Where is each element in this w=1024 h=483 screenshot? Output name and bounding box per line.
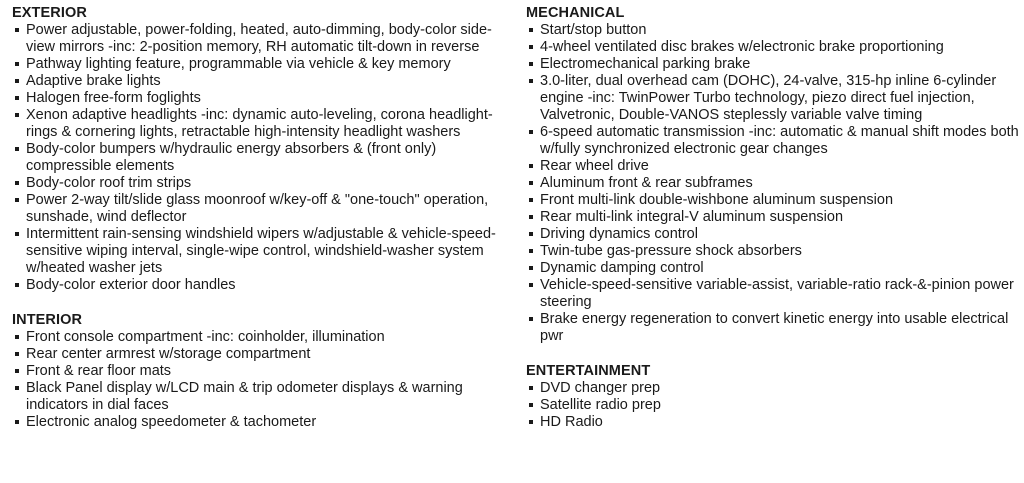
bullet-icon bbox=[529, 198, 533, 202]
bullet-icon bbox=[15, 28, 19, 32]
list-item-text: Dynamic damping control bbox=[540, 260, 704, 276]
list-item bbox=[526, 226, 1024, 243]
feature-list bbox=[12, 22, 512, 294]
bullet-icon bbox=[529, 79, 533, 83]
section-mechanical bbox=[526, 5, 1024, 345]
list-item bbox=[526, 414, 1024, 431]
bullet-icon bbox=[529, 249, 533, 253]
list-item-text: Halogen free-form foglights bbox=[26, 90, 201, 106]
list-item bbox=[526, 243, 1024, 260]
list-item bbox=[12, 22, 512, 56]
bullet-icon bbox=[15, 420, 19, 424]
list-item bbox=[526, 260, 1024, 277]
list-item bbox=[12, 363, 512, 380]
list-item-text: Intermittent rain-sensing windshield wipers w/adjustable & vehicle-speed-sensitive wiping interval, single-wipe control, windshield-washer system w/heated washer jets bbox=[26, 226, 496, 276]
list-item-text: Body-color exterior door handles bbox=[26, 277, 236, 293]
bullet-icon bbox=[15, 96, 19, 100]
list-item-text: Rear wheel drive bbox=[540, 158, 649, 174]
bullet-icon bbox=[529, 215, 533, 219]
list-item bbox=[526, 124, 1024, 158]
list-item-text: Pathway lighting feature, programmable via vehicle & key memory bbox=[26, 56, 451, 72]
list-item-text: Electromechanical parking brake bbox=[540, 56, 751, 72]
bullet-icon bbox=[529, 283, 533, 287]
list-item bbox=[526, 380, 1024, 397]
list-item bbox=[12, 90, 512, 107]
section-exterior bbox=[12, 5, 512, 294]
bullet-icon bbox=[15, 283, 19, 287]
left-column bbox=[12, 5, 512, 431]
list-item bbox=[12, 56, 512, 73]
list-item bbox=[12, 226, 512, 277]
bullet-icon bbox=[15, 147, 19, 151]
list-item bbox=[12, 107, 512, 141]
list-item-text: Front console compartment -inc: coinholder, illumination bbox=[26, 329, 385, 345]
list-item bbox=[12, 175, 512, 192]
section-heading: INTERIOR bbox=[12, 312, 83, 328]
list-item bbox=[526, 311, 1024, 345]
list-item bbox=[526, 192, 1024, 209]
bullet-icon bbox=[15, 369, 19, 373]
list-item-text: Rear center armrest w/storage compartment bbox=[26, 346, 311, 362]
list-item-text: Start/stop button bbox=[540, 22, 647, 38]
list-item bbox=[12, 73, 512, 90]
feature-list bbox=[12, 329, 512, 431]
bullet-icon bbox=[529, 386, 533, 390]
section-heading: MECHANICAL bbox=[526, 5, 625, 21]
bullet-icon bbox=[15, 232, 19, 236]
list-item-text: Rear multi-link integral-V aluminum suspension bbox=[540, 209, 844, 225]
bullet-icon bbox=[529, 403, 533, 407]
list-item-text: 4-wheel ventilated disc brakes w/electronic brake proportioning bbox=[540, 39, 944, 55]
list-item-text: DVD changer prep bbox=[540, 380, 661, 396]
section-interior bbox=[12, 312, 512, 431]
list-item-text: Power 2-way tilt/slide glass moonroof w/key-off & "one-touch" operation, sunshade, wind deflector bbox=[26, 192, 489, 225]
bullet-icon bbox=[529, 317, 533, 321]
list-item bbox=[526, 209, 1024, 226]
bullet-icon bbox=[15, 386, 19, 390]
list-item-text: Body-color bumpers w/hydraulic energy absorbers & (front only) compressible elements bbox=[26, 141, 437, 174]
list-item bbox=[526, 158, 1024, 175]
list-item bbox=[12, 380, 512, 414]
bullet-icon bbox=[529, 232, 533, 236]
list-item-text: Electronic analog speedometer & tachometer bbox=[26, 414, 317, 430]
bullet-icon bbox=[529, 181, 533, 185]
bullet-icon bbox=[15, 352, 19, 356]
feature-list bbox=[526, 380, 1024, 431]
bullet-icon bbox=[15, 335, 19, 339]
list-item bbox=[12, 192, 512, 226]
list-item bbox=[526, 73, 1024, 124]
bullet-icon bbox=[529, 164, 533, 168]
list-item-text: Driving dynamics control bbox=[540, 226, 698, 242]
list-item-text: Brake energy regeneration to convert kinetic energy into usable electrical pwr bbox=[540, 311, 1009, 344]
list-item bbox=[12, 414, 512, 431]
list-item-text: 6-speed automatic transmission -inc: automatic & manual shift modes both w/fully synchronized electronic gear changes bbox=[540, 124, 1019, 157]
bullet-icon bbox=[529, 62, 533, 66]
list-item-text: Aluminum front & rear subframes bbox=[540, 175, 753, 191]
list-item-text: Black Panel display w/LCD main & trip odometer displays & warning indicators in dial faces bbox=[26, 380, 463, 413]
bullet-icon bbox=[529, 45, 533, 49]
list-item-text: Vehicle-speed-sensitive variable-assist, variable-ratio rack-&-pinion power steering bbox=[540, 277, 1014, 310]
list-item-text: Xenon adaptive headlights -inc: dynamic auto-leveling, corona headlight-rings & cornering lights, retractable high-intensity headlight washers bbox=[26, 107, 493, 140]
list-item bbox=[526, 22, 1024, 39]
bullet-icon bbox=[15, 198, 19, 202]
list-item bbox=[12, 329, 512, 346]
bullet-icon bbox=[15, 181, 19, 185]
list-item-text: 3.0-liter, dual overhead cam (DOHC), 24-valve, 315-hp inline 6-cylinder engine -inc: TwinPower Turbo technology, piezo direct fuel injection, Valvetronic, Double-VANOS steplessly variable valve timing bbox=[540, 73, 997, 123]
bullet-icon bbox=[15, 62, 19, 66]
list-item-text: Satellite radio prep bbox=[540, 397, 661, 413]
list-item bbox=[12, 346, 512, 363]
list-item-text: Twin-tube gas-pressure shock absorbers bbox=[540, 243, 802, 259]
right-column bbox=[526, 5, 1024, 431]
feature-list bbox=[526, 22, 1024, 345]
bullet-icon bbox=[529, 130, 533, 134]
bullet-icon bbox=[15, 113, 19, 117]
list-item-text: Front multi-link double-wishbone aluminum suspension bbox=[540, 192, 894, 208]
bullet-icon bbox=[529, 28, 533, 32]
section-entertainment bbox=[526, 363, 1024, 431]
section-heading: EXTERIOR bbox=[12, 5, 87, 21]
list-item bbox=[526, 175, 1024, 192]
list-item-text: HD Radio bbox=[540, 414, 603, 430]
list-item-text: Power adjustable, power-folding, heated, auto-dimming, body-color side-view mirrors -inc: 2-position memory, RH automatic tilt-down in reverse bbox=[26, 22, 492, 55]
section-heading: ENTERTAINMENT bbox=[526, 363, 651, 379]
list-item bbox=[526, 56, 1024, 73]
list-item bbox=[12, 141, 512, 175]
bullet-icon bbox=[15, 79, 19, 83]
list-item bbox=[526, 277, 1024, 311]
list-item bbox=[12, 277, 512, 294]
list-item bbox=[526, 39, 1024, 56]
bullet-icon bbox=[529, 266, 533, 270]
list-item-text: Adaptive brake lights bbox=[26, 73, 161, 89]
list-item-text: Body-color roof trim strips bbox=[26, 175, 192, 191]
list-item bbox=[526, 397, 1024, 414]
list-item-text: Front & rear floor mats bbox=[26, 363, 172, 379]
bullet-icon bbox=[529, 420, 533, 424]
